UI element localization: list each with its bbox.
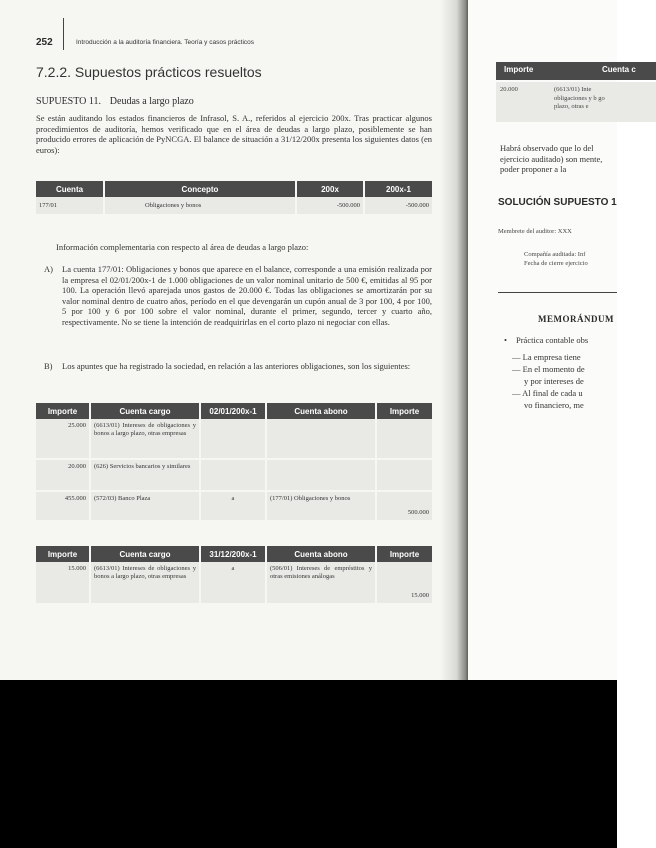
balance-header-cell: 200x-1	[364, 181, 432, 197]
section-heading: 7.2.2. Supuestos prácticos resueltos	[36, 64, 262, 80]
journal1-header-cell: Cuenta cargo	[90, 403, 200, 419]
right-table-header	[496, 62, 656, 80]
journal1-header-cell: Importe	[376, 403, 432, 419]
memo-title: MEMORÁNDUM	[538, 314, 614, 324]
dash-item: — En el momento de	[512, 364, 585, 374]
journal-table-1	[36, 403, 432, 522]
journal1-cell: 25.000	[36, 419, 90, 459]
journal1-cell: 500.000	[376, 491, 432, 521]
journal1-cell	[200, 459, 266, 491]
right-row-amount: 20.000	[500, 86, 518, 93]
journal1-header-cell: Importe	[36, 403, 90, 419]
journal1-cell: 455.000	[36, 491, 90, 521]
header-rule	[63, 18, 64, 50]
journal2-header-cell: 31/12/200x-1	[200, 546, 266, 562]
journal1-cell: a	[200, 491, 266, 521]
journal1-cell	[266, 419, 376, 459]
item-a-text: La cuenta 177/01: Obligaciones y bonos que aparece en el balance, corresponde a una emisión realizada por la empresa el 02/01/200x-1 de 1.000 obligaciones de un valor nominal unitario de 500 €, emitidas al 95 por 100. La operación llevó aparejada unos gastos de 20.000 €. Todas las obligaciones se amortizarán por su valor nominal dentro de cuatro años, período en el que devengarán un cupón anual de 3 por 100, 4 por 100, 5 por 100 y 6 por 100 sobre el valor nominal, durante el primer, segundo, tercer y cuarto año, respectivamente. No se tiene la intención de readquirirlas en el corto plazo ni negociar con ellas.	[62, 264, 432, 327]
case-title: Deudas a largo plazo	[109, 96, 194, 107]
journal2-header-cell: Importe	[36, 546, 90, 562]
journal1-cell	[376, 459, 432, 491]
journal2-header-cell: Importe	[376, 546, 432, 562]
solution-heading: SOLUCIÓN SUPUESTO 1	[498, 197, 617, 208]
journal1-cell: (177/01) Obligaciones y bonos	[266, 491, 376, 521]
right-header-cell: Importe	[504, 65, 534, 74]
page-number: 252	[36, 37, 53, 48]
balance-cell: 177/01	[36, 197, 104, 215]
right-row-text: (6613/01) Inte obligaciones y b go plazo, otras e	[554, 86, 605, 110]
bullet-dot: •	[504, 335, 507, 345]
journal1-cell: (6613/01) Intereses de obligaciones y bonos a largo plazo, otras empresas	[90, 419, 200, 459]
journal1-cell	[266, 459, 376, 491]
journal1-cell: 20.000	[36, 459, 90, 491]
journal2-header-cell: Cuenta cargo	[90, 546, 200, 562]
journal1-cell: (626) Servicios bancarios y similares	[90, 459, 200, 491]
balance-table	[36, 181, 432, 216]
right-page	[468, 0, 636, 680]
journal2-cell: 15.000	[376, 562, 432, 604]
balance-cell: -500.000	[364, 197, 432, 215]
letterhead: Membrete del auditor: XXX	[498, 228, 572, 235]
book-spine-shadow	[440, 0, 470, 680]
dash-item: — Al final de cada u	[512, 388, 583, 398]
journal2-cell: (506/01) Intereses de empréstitos y otras emisiones análogas	[266, 562, 376, 604]
balance-header-cell: 200x	[296, 181, 364, 197]
balance-header-cell: Concepto	[104, 181, 296, 197]
scan-background	[0, 680, 617, 848]
item-b-text: Los apuntes que ha registrado la sociedad, en relación a las anteriores obligaciones, son los siguientes:	[62, 361, 411, 371]
item-b-marker: B)	[44, 361, 53, 371]
journal2-cell: a	[200, 562, 266, 604]
balance-cell: Obligaciones y bonos	[104, 197, 296, 215]
divider	[498, 292, 617, 293]
journal1-cell	[376, 419, 432, 459]
journal-table-2	[36, 546, 432, 605]
intro-paragraph: Se están auditando los estados financieros de Infrasol, S. A., referidos al ejercicio 200x. Tras practicar algunos procedimientos de auditoría, hemos verificado que en el área de deudas a largo plazo, posiblemente se han producido errores de aplicación de PyNCGA. El balance de situación a 31/12/200x presenta los siguientes datos (en euros):	[36, 113, 432, 155]
journal1-cell	[200, 419, 266, 459]
item-a-marker: A)	[44, 264, 53, 274]
dash-item-cont: vo financiero, me	[524, 400, 584, 410]
balance-cell: -500.000	[296, 197, 364, 215]
info-label: Información complementaria con respecto al área de deudas a largo plazo:	[56, 242, 309, 252]
journal1-cell: (572/03) Banco Plaza	[90, 491, 200, 521]
running-head: Introducción a la auditoría financiera. Teoría y casos prácticos	[76, 39, 255, 46]
bullet-text: Práctica contable obs	[516, 335, 589, 345]
right-paragraph: Habrá observado que lo del ejercicio auditado) son mente, poder proponer a la	[500, 143, 603, 175]
company-line: Compañía auditada: Inf	[524, 251, 586, 258]
journal2-header-cell: Cuenta abono	[266, 546, 376, 562]
balance-header-cell: Cuenta	[36, 181, 104, 197]
case-label: SUPUESTO 11.	[36, 96, 102, 107]
journal1-header-cell: Cuenta abono	[266, 403, 376, 419]
right-table-row	[496, 82, 656, 122]
dash-item-cont: y por intereses de	[524, 376, 584, 386]
journal1-header-cell: 02/01/200x-1	[200, 403, 266, 419]
case-heading	[36, 96, 194, 107]
right-header-cell: Cuenta c	[602, 65, 636, 74]
close-date-line: Fecha de cierre ejercicio	[524, 260, 588, 267]
dash-item: — La empresa tiene	[512, 352, 581, 362]
journal2-cell: 15.000	[36, 562, 90, 604]
journal2-cell: (6613/01) Intereses de obligaciones y bonos a largo plazo, otras empresas	[90, 562, 200, 604]
